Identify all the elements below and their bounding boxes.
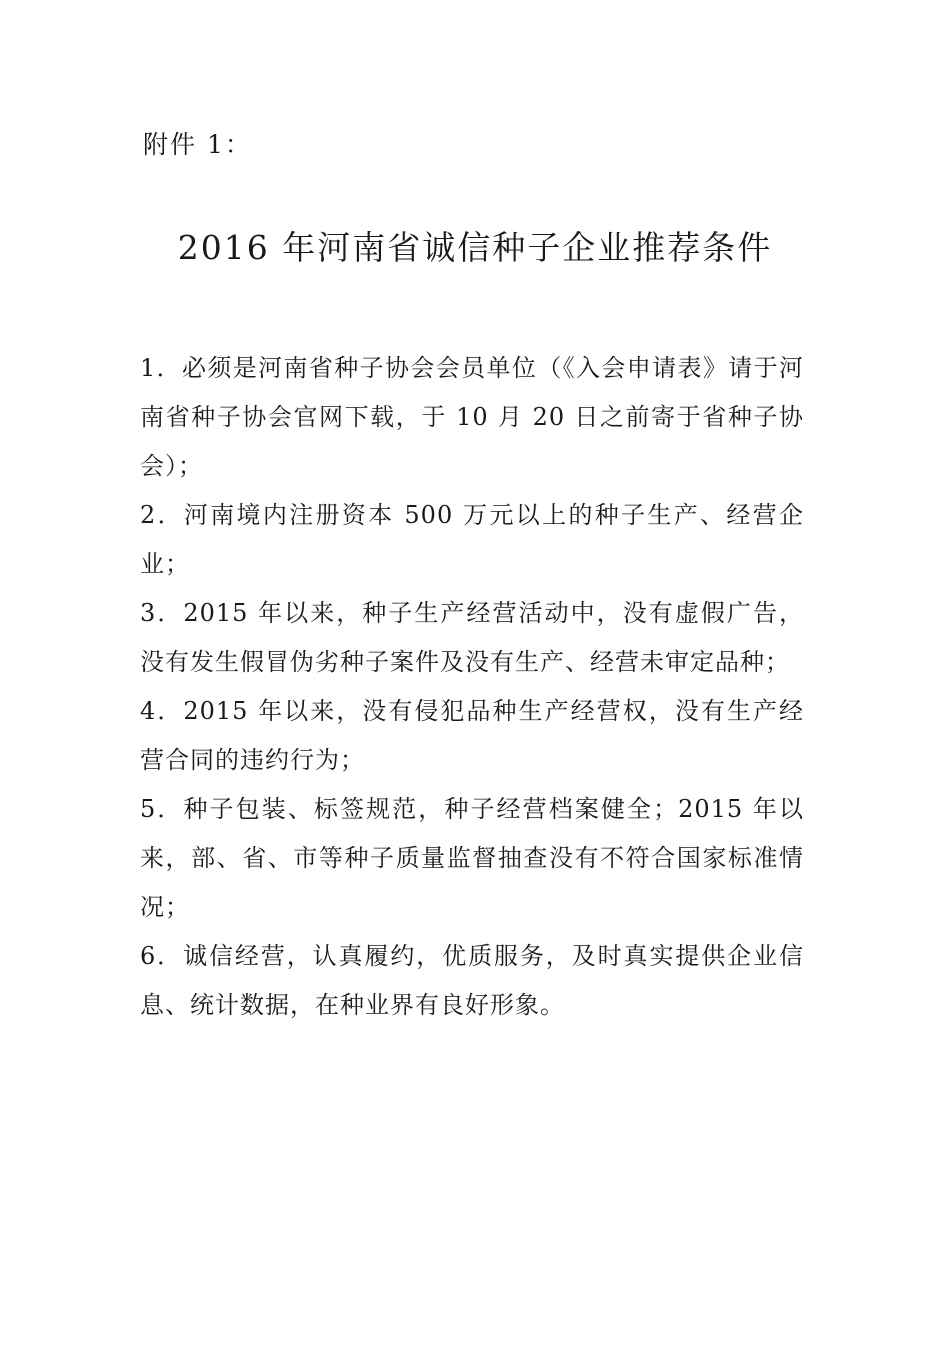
document-title: 2016 年河南省诚信种子企业推荐条件 (177, 228, 773, 267)
list-item: 2．河南境内注册资本 500 万元以上的种子生产、经营企业； (140, 501, 804, 578)
list-item: 1．必须是河南省种子协会会员单位（《入会申请表》请于河南省种子协会官网下载，于 10 月 20 日之前寄于省种子协会）； (140, 354, 804, 480)
requirements-list (140, 344, 804, 1030)
list-item: 6．诚信经营，认真履约，优质服务，及时真实提供企业信息、统计数据，在种业界有良好形象。 (140, 942, 804, 1019)
list-item: 3．2015 年以来，种子生产经营活动中，没有虚假广告，没有发生假冒伪劣种子案件及没有生产、经营未审定品种； (140, 599, 804, 676)
attachment-label: 附件 1： (143, 130, 252, 159)
list-item: 5．种子包装、标签规范，种子经营档案健全；2015 年以来，部、省、市等种子质量监督抽查没有不符合国家标准情况； (140, 795, 804, 921)
list-item: 4．2015 年以来，没有侵犯品种生产经营权，没有生产经营合同的违约行为； (140, 697, 804, 774)
